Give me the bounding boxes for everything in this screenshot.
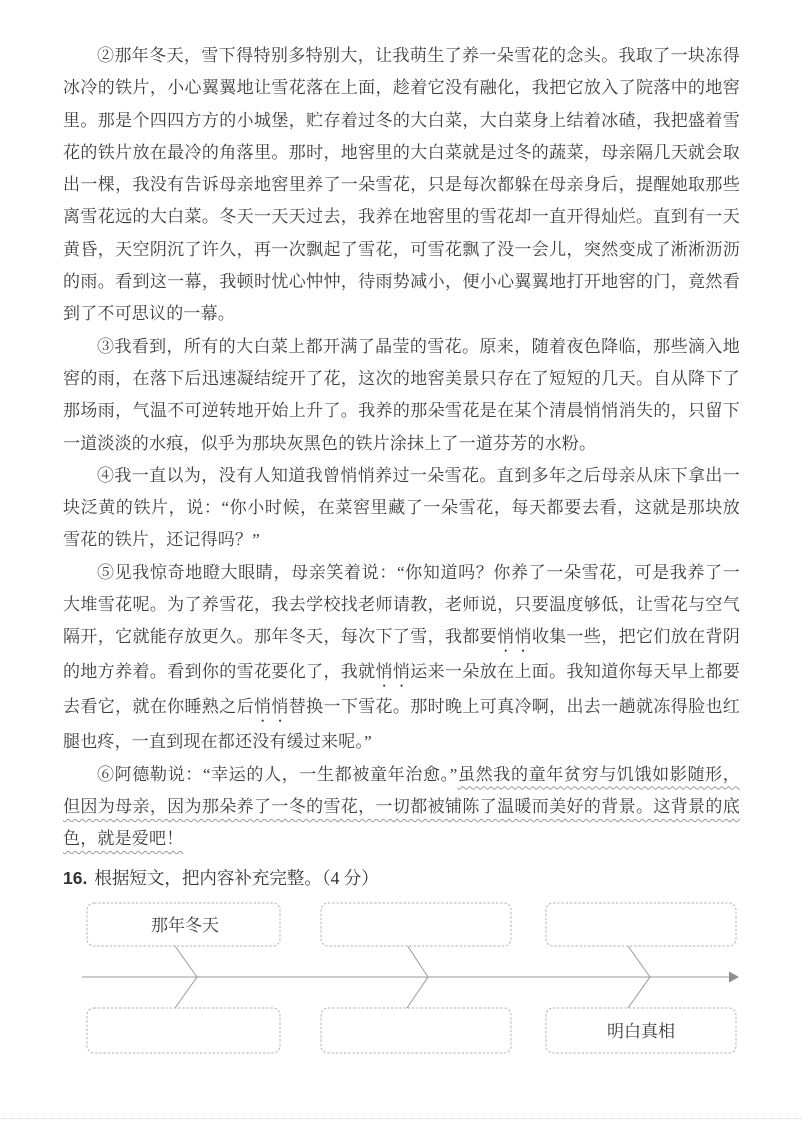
emphasized-text: 悄悄: [497, 627, 532, 647]
emphasized-text: 悄悄: [254, 697, 289, 717]
passage-text: 替换一下雪花。那时晚上可真冷啊，出去一趟就冻得脸也红腿也疼，一直到现在都还没有缓过来呢。”: [63, 697, 741, 752]
passage-text: 运来一朵放在上面。我知道你每天早上都要去看它，就在你睡熟之后: [63, 662, 740, 717]
top-box-3: [546, 903, 736, 946]
page-bottom-edge: [0, 1118, 801, 1119]
question-points: （4 分）: [321, 867, 379, 888]
top-box-1-label: 那年冬天: [151, 915, 219, 935]
passage-text: 收集一些，把它们放在背阴的地方养着。看到你的雪花要化了，我就: [63, 627, 741, 682]
passage: [63, 40, 740, 856]
top-box-2: [321, 903, 511, 946]
paragraph: [63, 759, 740, 856]
arrow-right-icon: [729, 971, 739, 982]
bottom-box-2: [321, 1008, 511, 1053]
paragraph: [63, 460, 740, 557]
bottom-box-3-label: 明白真相: [607, 1021, 675, 1041]
emphasized-text: 悄悄: [375, 662, 411, 682]
bottom-box-1: [87, 1008, 280, 1053]
passage-text: ④我一直以为，没有人知道我曾悄悄养过一朵雪花。直到多年之后母亲从床下拿出一块泛黄的铁片，说：“你小时候，在菜窖里藏了一朵雪花，每天都要去看，这就是那块放雪花的铁片，还记得吗？”: [63, 465, 740, 550]
paragraph: [63, 557, 740, 759]
paragraph: [63, 40, 740, 331]
question-number: 16.: [63, 867, 88, 888]
passage-text: ②那年冬天，雪下得特别多特别大，让我萌生了养一朵雪花的念头。我取了一块冻得冰冷的铁片，小心翼翼地让雪花落在上面，趁着它没有融化，我把它放入了院落中的地窖里。那是个四四方方的小城堡，贮存着过冬的大白菜，大白菜身上结着冰碴，我把盛着雪花的铁片放在最冷的角落里。那时，地窖里的大白菜就是过冬的蔬菜，母亲隔几天就会取出一棵，我没有告诉母亲地窖里养了一朵雪花，只是每次都躲在母亲身后，提醒她取那些离雪花远的大白菜。冬天一天天过去，我养在地窖里的雪花却一直开得灿烂。直到有一天黄昏，天空阴沉了许久，再一次飘起了雪花，可雪花飘了没一会儿，突然变成了淅淅沥沥的雨。看到这一幕，我顿时忧心忡忡，待雨势减小，便小心翼翼地打开地窖的门，竟然看到了不可思议的一幕。: [63, 46, 740, 324]
paragraph: [63, 331, 740, 460]
question-16: [63, 862, 740, 894]
passage-text: ③我看到，所有的大白菜上都开满了晶莹的雪花。原来，随着夜色降临，那些滴入地窖的雨，在落下后迅速凝结绽开了花，这次的地窖美景只存在了短短的几天。自从降下了那场雨，气温不可逆转地开始上升了。我养的那朵雪花是在某个清晨悄悄消失的，只留下一道淡淡的水痕，似乎为那块灰黑色的铁片涂抹上了一道芬芳的水粉。: [63, 336, 740, 453]
question-text: 根据短文，把内容补充完整。: [94, 867, 322, 888]
passage-text: ⑤见我惊奇地瞪大眼睛，母亲笑着说：“你知道吗？你养了一朵雪花，可是我养了一大堆雪花呢。为了养雪花，我去学校找老师请教，老师说，只要温度够低，让雪花与空气隔开，它就能存放更久。那年冬天，每次下了雪，我都要: [63, 562, 740, 647]
timeline-diagram: [63, 898, 740, 1070]
underlined-text: 虽然我的童年贫穷与饥饿如影随形，但因为母亲，因为那朵养了一冬的雪花，一切都被铺陈了温暖而美好的背景。这背景的底色，就是爱吧！: [63, 764, 740, 849]
passage-text: ⑥阿德勒说：“幸运的人，一生都被童年治愈。”: [97, 764, 458, 784]
